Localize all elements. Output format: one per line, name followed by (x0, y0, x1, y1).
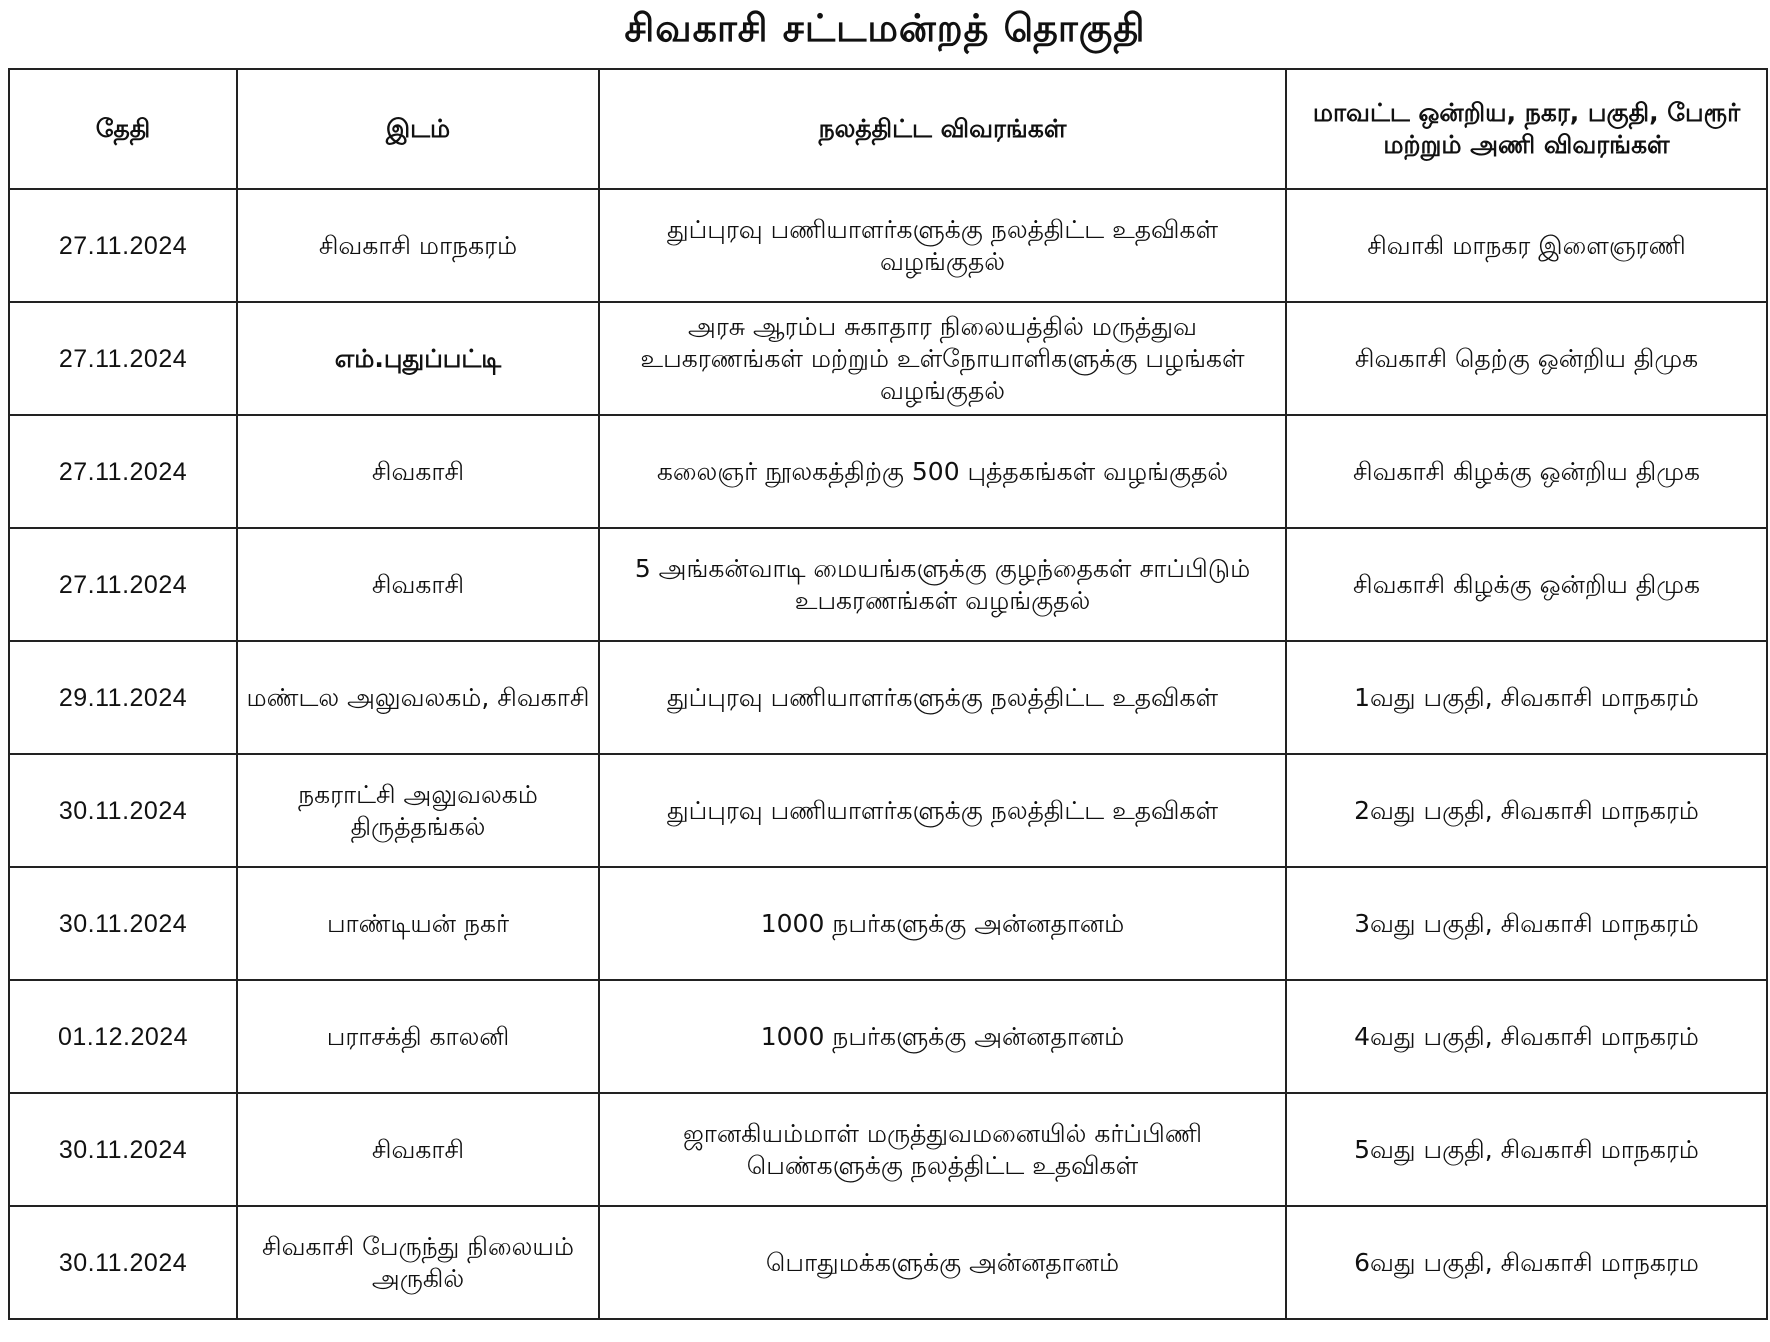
header-place: இடம் (237, 69, 599, 189)
cell-place: பாண்டியன் நகர் (237, 867, 599, 980)
cell-welfare: 1000 நபர்களுக்கு அன்னதானம் (599, 980, 1286, 1093)
cell-date: 29.11.2024 (9, 641, 237, 754)
cell-unit: சிவகாசி கிழக்கு ஒன்றிய திமுக (1286, 528, 1767, 641)
table-row (9, 528, 1767, 641)
cell-unit: சிவாகி மாநகர இளைஞரணி (1286, 189, 1767, 302)
cell-date: 01.12.2024 (9, 980, 237, 1093)
cell-unit: சிவகாசி கிழக்கு ஒன்றிய திமுக (1286, 415, 1767, 528)
cell-welfare: பொதுமக்களுக்கு அன்னதானம் (599, 1206, 1286, 1319)
cell-date: 27.11.2024 (9, 528, 237, 641)
header-row (9, 69, 1767, 189)
cell-unit: 5வது பகுதி, சிவகாசி மாநகரம் (1286, 1093, 1767, 1206)
cell-welfare: துப்புரவு பணியாளர்களுக்கு நலத்திட்ட உதவிகள் (599, 754, 1286, 867)
cell-date: 27.11.2024 (9, 302, 237, 415)
cell-unit: சிவகாசி தெற்கு ஒன்றிய திமுக (1286, 302, 1767, 415)
cell-place: பராசக்தி காலனி (237, 980, 599, 1093)
document-title: சிவகாசி சட்டமன்றத் தொகுதி (624, 6, 1146, 50)
table-row (9, 980, 1767, 1093)
table-row (9, 641, 1767, 754)
cell-welfare: அரசு ஆரம்ப சுகாதார நிலையத்தில் மருத்துவ உபகரணங்கள் மற்றும் உள்நோயாளிகளுக்கு பழங்கள் வழங்குதல் (599, 302, 1286, 415)
header-welfare-details: நலத்திட்ட விவரங்கள் (599, 69, 1286, 189)
cell-welfare: 1000 நபர்களுக்கு அன்னதானம் (599, 867, 1286, 980)
welfare-schedule-table (8, 68, 1768, 1320)
cell-date: 30.11.2024 (9, 867, 237, 980)
cell-place: எம்.புதுப்பட்டி (237, 302, 599, 415)
cell-unit: 4வது பகுதி, சிவகாசி மாநகரம் (1286, 980, 1767, 1093)
cell-welfare: துப்புரவு பணியாளர்களுக்கு நலத்திட்ட உதவிகள் (599, 641, 1286, 754)
table-row (9, 867, 1767, 980)
cell-date: 30.11.2024 (9, 1206, 237, 1319)
cell-date: 27.11.2024 (9, 415, 237, 528)
cell-unit: 3வது பகுதி, சிவகாசி மாநகரம் (1286, 867, 1767, 980)
cell-place: சிவகாசி (237, 528, 599, 641)
cell-welfare: ஜானகியம்மாள் மருத்துவமனையில் கர்ப்பிணி பெண்களுக்கு நலத்திட்ட உதவிகள் (599, 1093, 1286, 1206)
table-row (9, 302, 1767, 415)
table-row (9, 1093, 1767, 1206)
table-body (9, 189, 1767, 1319)
header-date: தேதி (9, 69, 237, 189)
cell-unit: 1வது பகுதி, சிவகாசி மாநகரம் (1286, 641, 1767, 754)
cell-date: 30.11.2024 (9, 1093, 237, 1206)
cell-welfare: கலைஞர் நூலகத்திற்கு 500 புத்தகங்கள் வழங்குதல் (599, 415, 1286, 528)
cell-place: மண்டல அலுவலகம், சிவகாசி (237, 641, 599, 754)
table-row (9, 1206, 1767, 1319)
cell-place: சிவகாசி மாநகரம் (237, 189, 599, 302)
table-row (9, 415, 1767, 528)
cell-unit: 6வது பகுதி, சிவகாசி மாநகரம (1286, 1206, 1767, 1319)
table-row (9, 754, 1767, 867)
cell-place: நகராட்சி அலுவலகம் திருத்தங்கல் (237, 754, 599, 867)
cell-place: சிவகாசி (237, 415, 599, 528)
header-unit-details: மாவட்ட ஒன்றிய, நகர, பகுதி, பேரூர் மற்றும் அணி விவரங்கள் (1286, 69, 1767, 189)
cell-date: 27.11.2024 (9, 189, 237, 302)
table-row (9, 189, 1767, 302)
cell-place: சிவகாசி பேருந்து நிலையம் அருகில் (237, 1206, 599, 1319)
cell-place: சிவகாசி (237, 1093, 599, 1206)
cell-date: 30.11.2024 (9, 754, 237, 867)
cell-welfare: துப்புரவு பணியாளர்களுக்கு நலத்திட்ட உதவிகள் வழங்குதல் (599, 189, 1286, 302)
cell-welfare: 5 அங்கன்வாடி மையங்களுக்கு குழந்தைகள் சாப்பிடும் உபகரணங்கள் வழங்குதல் (599, 528, 1286, 641)
cell-unit: 2வது பகுதி, சிவகாசி மாநகரம் (1286, 754, 1767, 867)
table-header (9, 69, 1767, 189)
